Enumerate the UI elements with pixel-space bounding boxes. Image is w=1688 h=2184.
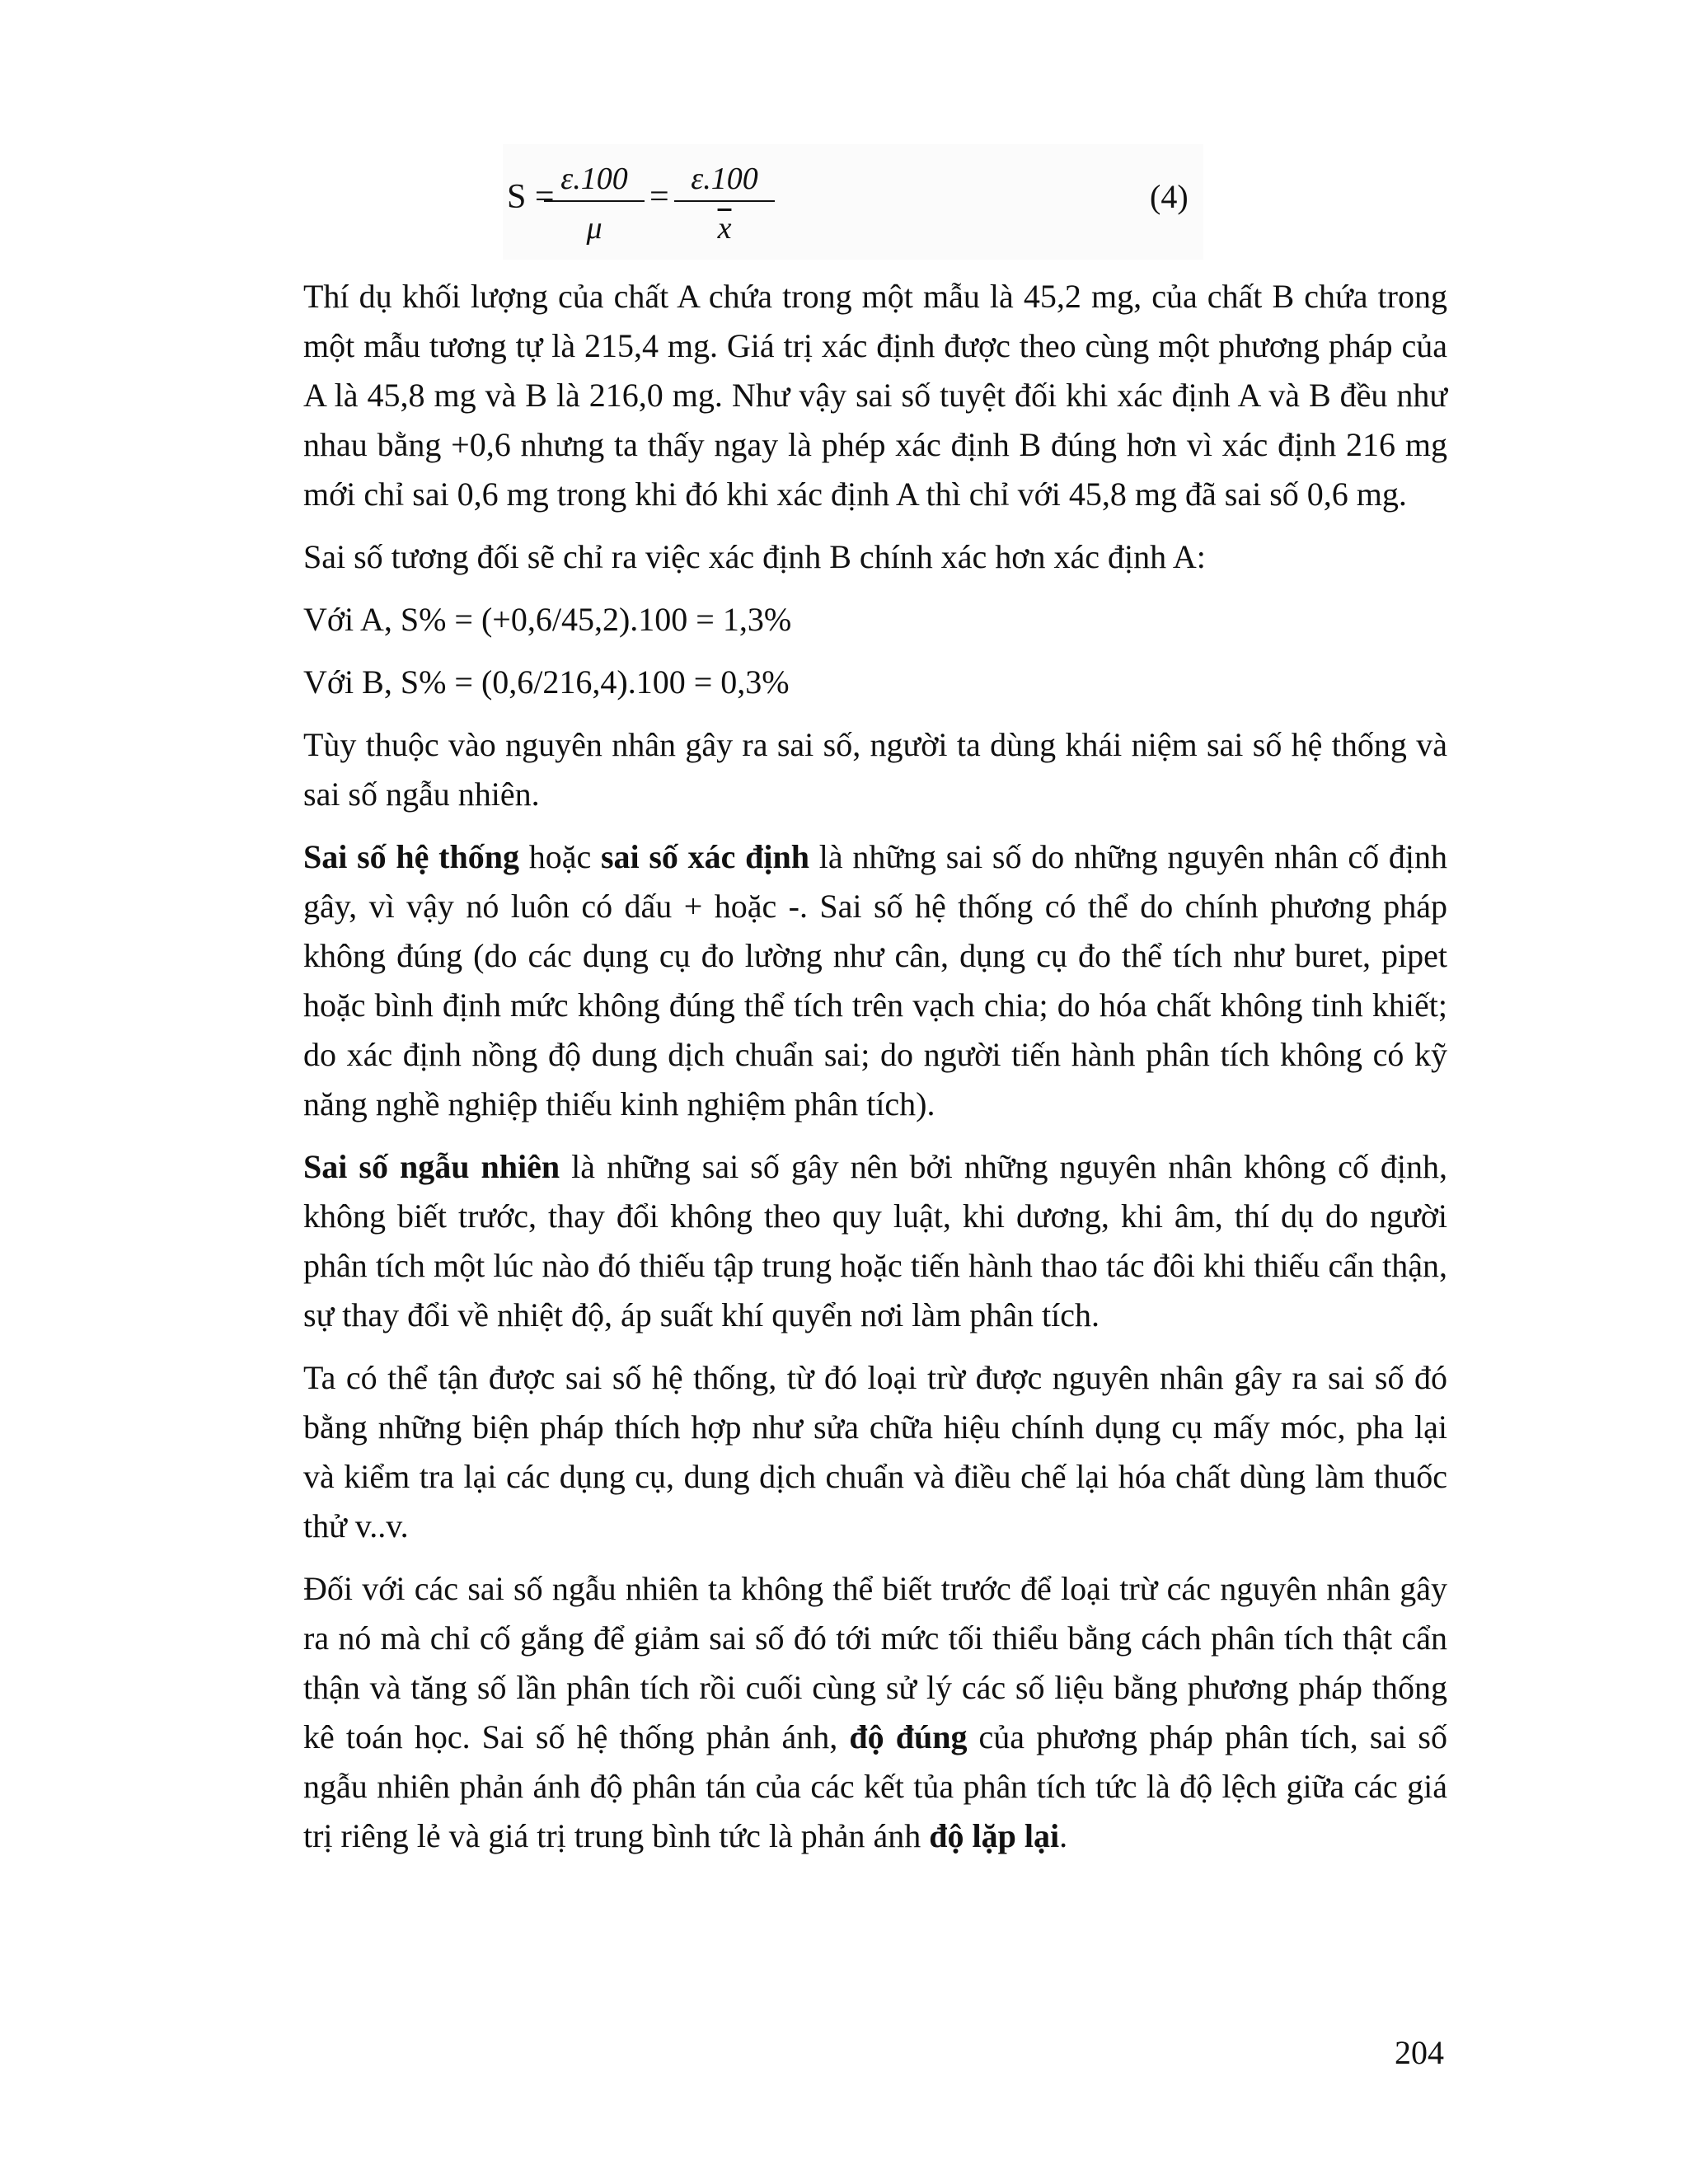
- paragraph-text: .: [1059, 1817, 1068, 1854]
- paragraph-text: Thí dụ khối lượng của chất A chứa trong một mẫu là 45,2 mg, của chất B chứa trong một mẫu tương tự là 215,4 mg. Giá trị xác định được theo cùng một phương pháp của A là 45,8 mg và B là 216,0 mg. Như vậy sai số tuyệt đối khi xác định A và B đều như nhau bằng +0,6 nhưng ta thấy ngay là phép xác định B đúng hơn vì xác định 216 mg mới chỉ sai 0,6 mg trong khi đó khi xác định A thì chỉ với 45,8 mg đã sai số 0,6 mg.: [303, 278, 1447, 513]
- paragraph-text: Đối với các sai số ngẫu nhiên ta không thể biết trước để loại trừ các nguyên nhân gây ra nó mà chỉ cố gắng để giảm sai số đó tới mức tối thiểu bằng cách phân tích thật cẩn thận và tăng số lần phân tích rồi cuối cùng sử lý các số liệu bằng phương pháp thống kê toán học. Sai số hệ thống phản ánh,: [303, 1570, 1447, 1755]
- bold-term: độ đúng: [849, 1718, 968, 1755]
- paragraph: [303, 272, 1447, 519]
- paragraph: [303, 1564, 1447, 1861]
- formula-fraction-2: [674, 161, 775, 246]
- paragraph-text: là những sai số do những nguyên nhân cố định gây, vì vậy nó luôn có dấu + hoặc -. Sai số hệ thống có thể do chính phương pháp không đúng (do các dụng cụ đo lường như cân, dụng cụ đo thể tích như buret, pipet hoặc bình định mức không đúng thể tích trên vạch chia; do hóa chất không tinh khiết; do xác định nồng độ dung dịch chuẩn sai; do người tiến hành phân tích không có kỹ năng nghề nghiệp thiếu kinh nghiệm phân tích).: [303, 838, 1447, 1122]
- paragraph: [303, 832, 1447, 1129]
- paragraph-text: Với B, S% = (0,6/216,4).100 = 0,3%: [303, 663, 790, 701]
- paragraph-text: Với A, S% = (+0,6/45,2).100 = 1,3%: [303, 601, 792, 638]
- paragraph: [303, 658, 1447, 707]
- paragraph: [303, 532, 1447, 582]
- paragraph: [303, 720, 1447, 819]
- paragraph: [303, 595, 1447, 644]
- page-number: 204: [1395, 2034, 1444, 2071]
- formula-fraction-1-denominator: μ: [586, 211, 603, 246]
- paragraph-text: Tùy thuộc vào nguyên nhân gây ra sai số, người ta dùng khái niệm sai số hệ thống và sai số ngẫu nhiên.: [303, 726, 1447, 813]
- formula-fraction-2-numerator: ε.100: [674, 161, 775, 202]
- paragraph-text: là những sai số gây nên bởi những nguyên nhân không cố định, không biết trước, thay đổi không theo quy luật, khi dương, khi âm, thí dụ do người phân tích một lúc nào đó thiếu tập trung hoặc tiến hành thao tác đôi khi thiếu cẩn thận, sự thay đổi về nhiệt độ, áp suất khí quyển nơi làm phân tích.: [303, 1148, 1447, 1333]
- bold-term: Sai số hệ thống: [303, 838, 519, 875]
- bold-term: độ lặp lại: [929, 1817, 1060, 1854]
- formula-fraction-1-numerator: ε.100: [544, 161, 645, 202]
- paragraph-text: hoặc: [518, 838, 601, 875]
- formula-fraction-1: [544, 161, 645, 246]
- paragraph-text: của phương pháp phân tích, sai số ngẫu nhiên phản ánh độ phân tán của các kết tủa phân tích tức là độ lệch giữa các giá trị riêng lẻ và giá trị trung bình tức là phản ánh: [303, 1718, 1448, 1854]
- formula-lhs: S =: [507, 178, 555, 216]
- paragraph: [303, 1142, 1447, 1340]
- bold-term: sai số xác định: [600, 838, 809, 875]
- formula-equals: =: [649, 178, 669, 216]
- body-text: [303, 272, 1447, 1874]
- formula-fraction-2-denominator: x: [717, 211, 732, 246]
- formula-block: [503, 144, 1203, 260]
- paragraph: [303, 1353, 1447, 1551]
- paragraph-text: Sai số tương đối sẽ chỉ ra việc xác định B chính xác hơn xác định A:: [303, 538, 1206, 575]
- bold-term: Sai số ngẫu nhiên: [303, 1148, 560, 1185]
- paragraph-text: Ta có thể tận được sai số hệ thống, từ đó loại trừ được nguyên nhân gây ra sai số đó bằng những biện pháp thích hợp như sửa chữa hiệu chính dụng cụ mấy móc, pha lại và kiểm tra lại các dụng cụ, dung dịch chuẩn và điều chế lại hóa chất dùng làm thuốc thử v..v.: [303, 1359, 1447, 1544]
- formula-number: (4): [1150, 178, 1189, 215]
